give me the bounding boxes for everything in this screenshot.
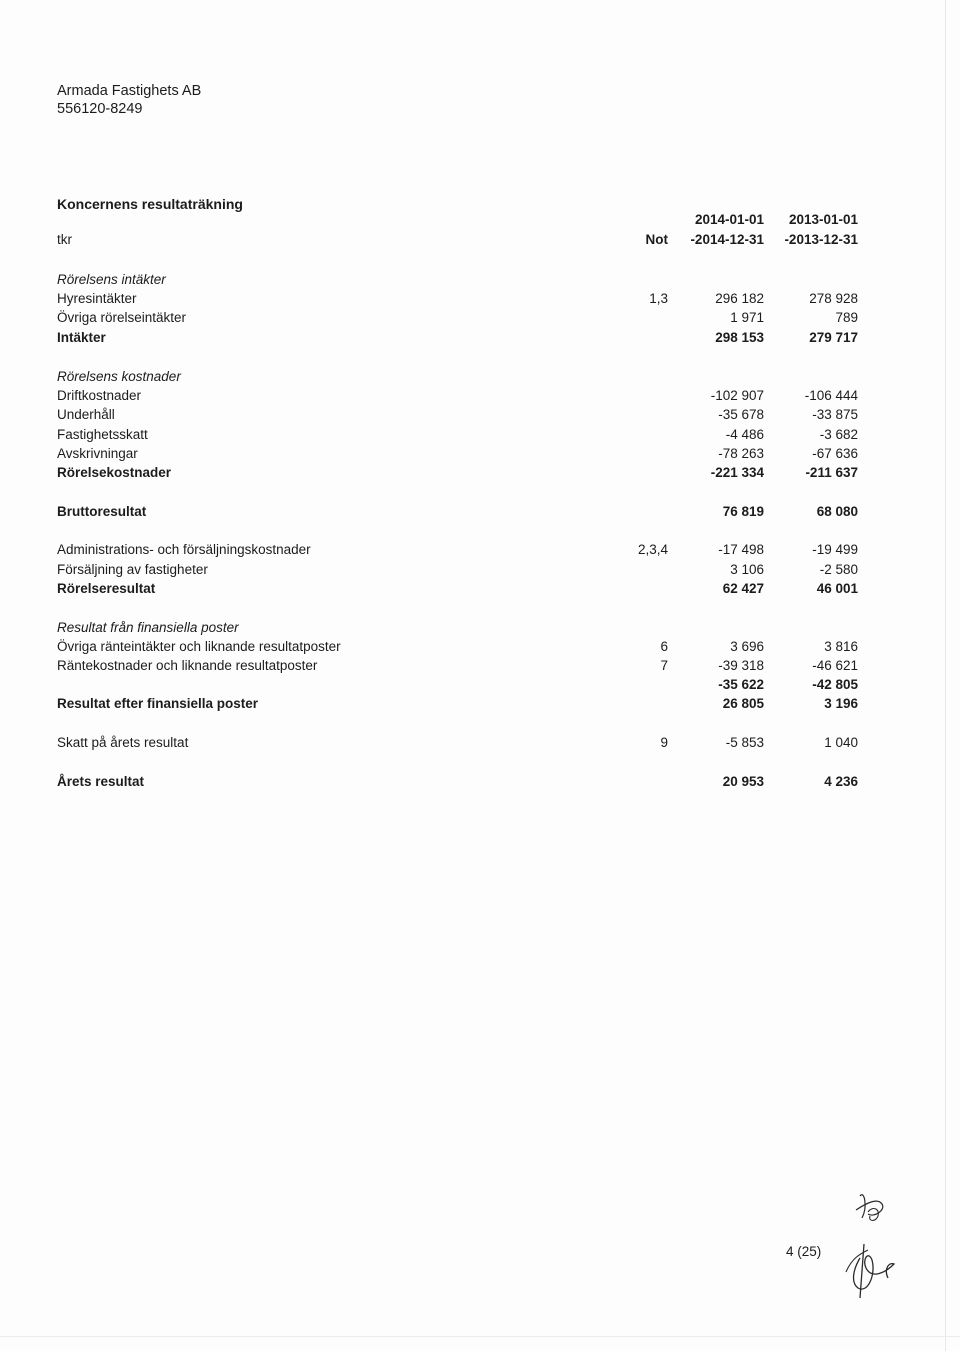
row-current-value: -39 318	[718, 658, 764, 673]
row-current-value: -102 907	[710, 388, 764, 403]
income-section-heading	[0, 271, 960, 289]
financial-section-heading	[0, 619, 960, 637]
row-label: Hyresintäkter	[57, 291, 137, 306]
table-row	[0, 387, 960, 405]
company-org-number: 556120-8249	[57, 101, 143, 117]
row-previous-value: 4 236	[824, 774, 858, 789]
row-current-value: 26 805	[722, 696, 764, 711]
row-current-value: 20 953	[722, 774, 764, 789]
row-label: Rörelsekostnader	[57, 465, 172, 480]
row-previous-value: 3 196	[824, 696, 858, 711]
scan-edge-right	[945, 0, 946, 1351]
current-period-to: -2014-12-31	[690, 232, 764, 247]
row-label: Driftkostnader	[57, 388, 142, 403]
scan-edge-bottom	[0, 1336, 960, 1337]
previous-period-to: -2013-12-31	[784, 232, 858, 247]
row-note: 7	[660, 658, 668, 673]
row-note: 9	[660, 735, 668, 750]
row-current-value: -221 334	[710, 465, 764, 480]
table-row	[0, 426, 960, 444]
row-label: Bruttoresultat	[57, 504, 147, 519]
row-current-value: 62 427	[722, 581, 764, 596]
row-label: Underhåll	[57, 407, 115, 422]
row-current-value: 296 182	[715, 291, 764, 306]
row-previous-value: 68 080	[816, 504, 858, 519]
handwritten-signature	[838, 1188, 908, 1308]
table-row	[0, 309, 960, 327]
table-row	[0, 561, 960, 579]
row-current-value: 3 696	[730, 639, 764, 654]
row-label: Rörelseresultat	[57, 581, 156, 596]
row-current-value: -5 853	[725, 735, 764, 750]
row-current-value: -78 263	[718, 446, 764, 461]
row-previous-value: -3 682	[819, 427, 858, 442]
row-previous-value: 278 928	[809, 291, 858, 306]
row-label: Försäljning av fastigheter	[57, 562, 208, 577]
row-current-value: 76 819	[722, 504, 764, 519]
table-row	[0, 445, 960, 463]
row-label: Fastighetsskatt	[57, 427, 148, 442]
row-note: 2,3,4	[637, 542, 668, 557]
gross-profit-row	[0, 503, 960, 521]
row-label: Avskrivningar	[57, 446, 138, 461]
profit-after-financial-row	[0, 695, 960, 713]
table-row	[0, 657, 960, 675]
row-label: Övriga ränteintäkter och liknande resultatposter	[57, 639, 341, 654]
row-label: Årets resultat	[57, 774, 145, 789]
table-row	[0, 406, 960, 424]
row-previous-value: -106 444	[804, 388, 858, 403]
row-previous-value: -211 637	[805, 465, 858, 480]
row-previous-value: 1 040	[824, 735, 858, 750]
row-previous-value: -33 875	[812, 407, 858, 422]
row-label: Rörelsens kostnader	[57, 369, 181, 384]
row-current-value: 1 971	[730, 310, 764, 325]
row-current-value: -4 486	[725, 427, 764, 442]
row-previous-value: -67 636	[812, 446, 858, 461]
row-previous-value: 789	[835, 310, 858, 325]
current-period-from: 2014-01-01	[694, 212, 764, 227]
row-previous-value: -2 580	[819, 562, 858, 577]
operating-profit-row	[0, 580, 960, 598]
table-row	[0, 541, 960, 559]
subtotal-row	[0, 676, 960, 694]
unit-label: tkr	[57, 232, 72, 247]
row-previous-value: 279 717	[809, 330, 858, 345]
table-row	[0, 638, 960, 656]
row-label: Administrations- och försäljningskostnader	[57, 542, 311, 557]
row-current-value: 3 106	[730, 562, 764, 577]
subtotal-row	[0, 329, 960, 347]
row-current-value: -35 678	[718, 407, 764, 422]
row-previous-value: -46 621	[812, 658, 858, 673]
report-title: Koncernens resultaträkning	[57, 196, 243, 212]
row-previous-value: 3 816	[824, 639, 858, 654]
row-previous-value: -42 805	[812, 677, 858, 692]
company-name: Armada Fastighets AB	[57, 83, 202, 99]
row-current-value: -17 498	[718, 542, 764, 557]
row-label: Räntekostnader och liknande resultatposter	[57, 658, 318, 673]
column-header-from	[0, 211, 960, 229]
table-row	[0, 290, 960, 308]
table-row	[0, 734, 960, 752]
row-label: Resultat efter finansiella poster	[57, 696, 259, 711]
row-label: Skatt på årets resultat	[57, 735, 189, 750]
costs-section-heading	[0, 368, 960, 386]
row-current-value: -35 622	[718, 677, 764, 692]
column-header-to	[0, 231, 960, 249]
row-current-value: 298 153	[715, 330, 764, 345]
row-label: Övriga rörelseintäkter	[57, 310, 187, 325]
note-column-header: Not	[645, 232, 668, 247]
row-label: Resultat från finansiella poster	[57, 620, 239, 635]
page-number: 4 (25)	[786, 1244, 822, 1259]
row-note: 1,3	[649, 291, 668, 306]
row-label: Intäkter	[57, 330, 106, 345]
net-profit-row	[0, 773, 960, 791]
row-label: Rörelsens intäkter	[57, 272, 166, 287]
subtotal-row	[0, 464, 960, 482]
row-previous-value: 46 001	[816, 581, 858, 596]
row-previous-value: -19 499	[812, 542, 858, 557]
previous-period-from: 2013-01-01	[788, 212, 858, 227]
row-note: 6	[660, 639, 668, 654]
